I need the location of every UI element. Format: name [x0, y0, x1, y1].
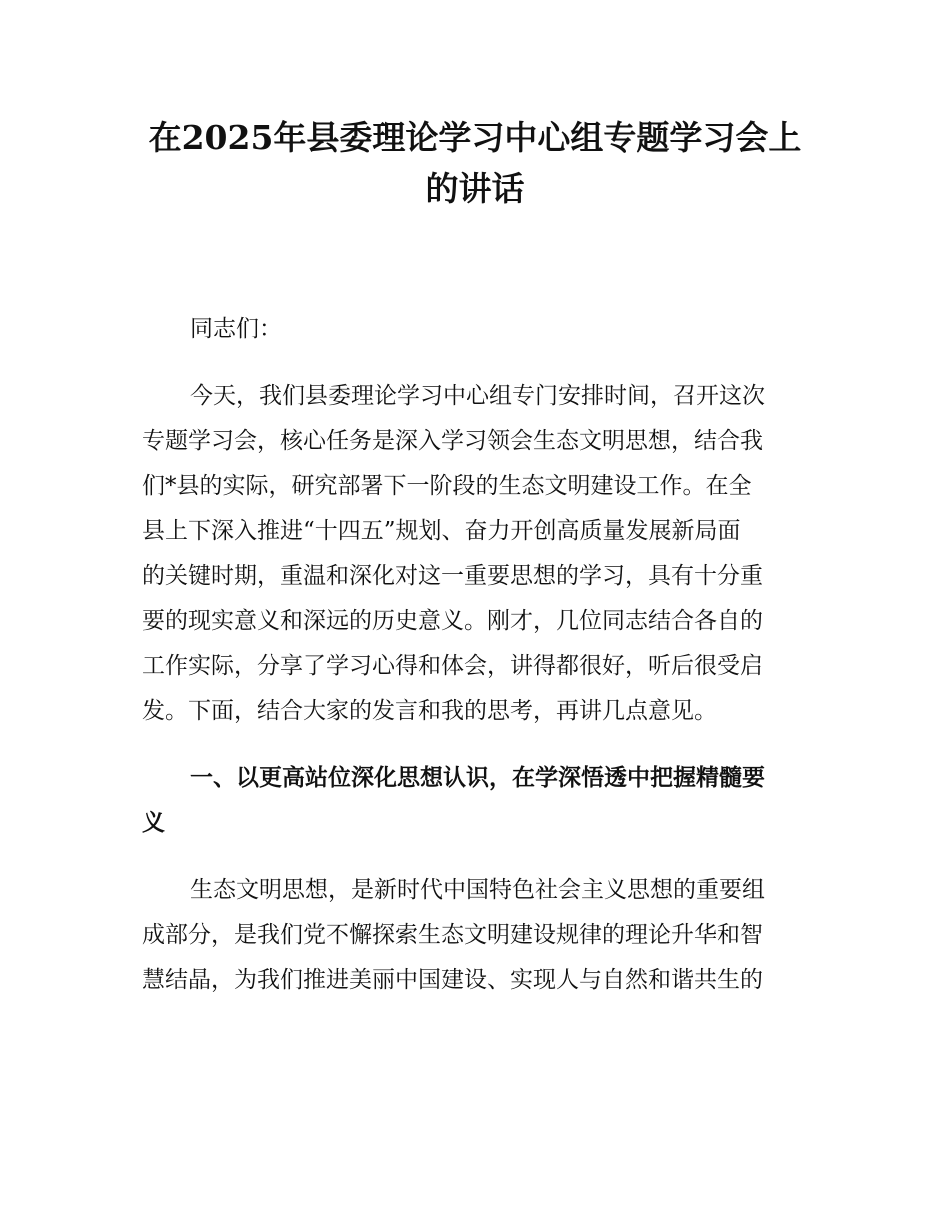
heading-line: 义 — [142, 810, 165, 836]
paragraph-line: 县上下深入推进“十四五”规划、奋力开创高质量发展新局面 — [142, 518, 741, 544]
paragraph-gap — [142, 846, 812, 868]
title-line-2: 的讲话 — [425, 169, 525, 208]
paragraph-gap — [142, 352, 812, 374]
salutation-text: 同志们： — [190, 316, 282, 342]
paragraph-2 — [142, 868, 812, 1003]
section-heading-1 — [142, 756, 812, 846]
paragraph-gap — [142, 734, 812, 756]
paragraph-line: 成部分，是我们党不懈探索生态文明建设规律的理论升华和智 — [142, 922, 763, 948]
paragraph-line: 生态文明思想，是新时代中国特色社会主义思想的重要组 — [190, 877, 765, 903]
paragraph-line: 要的现实意义和深远的历史意义。刚才，几位同志结合各自的 — [142, 608, 763, 634]
salutation — [142, 307, 812, 352]
document-title — [140, 112, 810, 214]
paragraph-line: 慧结晶，为我们推进美丽中国建设、实现人与自然和谐共生的 — [142, 967, 763, 993]
paragraph-line: 的关键时期，重温和深化对这一重要思想的学习，具有十分重 — [142, 563, 763, 589]
paragraph-line: 今天，我们县委理论学习中心组专门安排时间，召开这次 — [190, 383, 765, 409]
heading-line: 一、以更高站位深化思想认识，在学深悟透中把握精髓要 — [190, 765, 765, 791]
paragraph-line: 们*县的实际，研究部署下一阶段的生态文明建设工作。在全 — [142, 473, 752, 499]
paragraph-1 — [142, 374, 812, 734]
paragraph-line: 工作实际，分享了学习心得和体会，讲得都很好，听后很受启 — [142, 653, 763, 679]
document-body — [142, 307, 812, 1003]
paragraph-line: 专题学习会，核心任务是深入学习领会生态文明思想，结合我 — [142, 428, 763, 454]
title-line-1: 在2025年县委理论学习中心组专题学习会上 — [148, 118, 802, 157]
paragraph-line: 发。下面，结合大家的发言和我的思考，再讲几点意见。 — [142, 698, 717, 724]
